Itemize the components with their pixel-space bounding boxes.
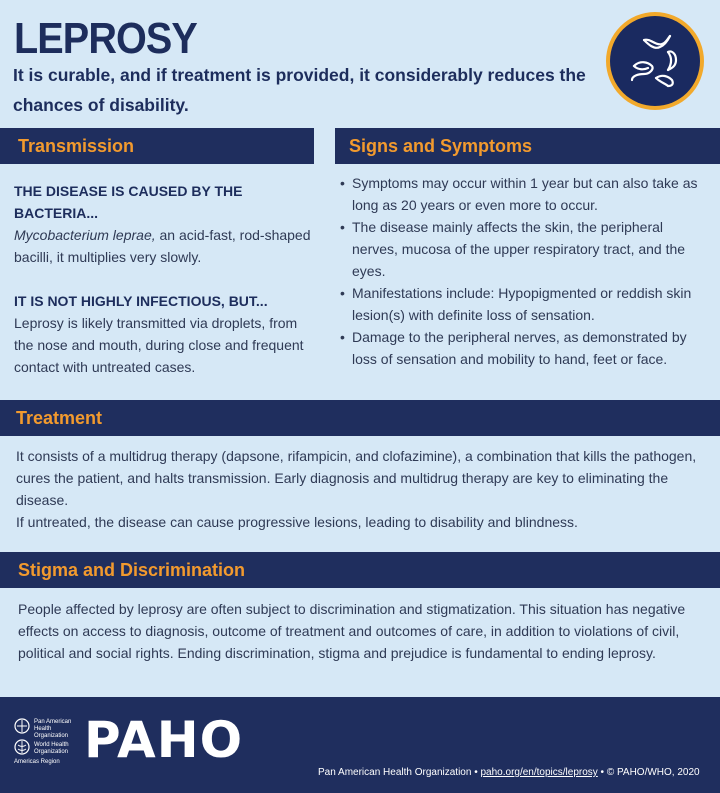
org-line: Health bbox=[34, 726, 52, 732]
treatment-paragraph-1: It consists of a multidrug therapy (dapsone, rifampicin, and clofazimine), a combination that kills the pathogen, cures the patient, and halts transmission. Early diagnosis and multidrug therapy are key to eliminating the disease. bbox=[16, 448, 697, 508]
credit-prefix: Pan American Health Organization • bbox=[318, 767, 481, 778]
page-title: LEPROSY bbox=[14, 14, 197, 63]
page-subtitle: It is curable, and if treatment is provided, it considerably reduces the chances of disability. bbox=[13, 65, 586, 115]
cause-heading: THE DISEASE IS CAUSED BY THE BACTERIA... bbox=[14, 183, 243, 221]
cause-paragraph bbox=[14, 224, 314, 268]
transmission-heading: Transmission bbox=[0, 128, 314, 164]
org-line: Pan American bbox=[34, 719, 72, 725]
paho-wordmark: PAHO bbox=[84, 711, 244, 769]
bacteria-logo bbox=[606, 12, 704, 110]
bacteria-name: Mycobacterium leprae, bbox=[14, 227, 156, 243]
paho-emblem-icon bbox=[14, 718, 30, 739]
infectious-text: Leprosy is likely transmitted via droplets, from the nose and mouth, during close and frequent contact with untreated cases. bbox=[14, 315, 304, 375]
list-item: • Manifestations include: Hypopigmented or reddish skin lesion(s) with definite loss of sensation. bbox=[340, 282, 700, 326]
org-line: Organization bbox=[34, 733, 69, 739]
list-item: • Damage to the peripheral nerves, as demonstrated by loss of sensation and mobility to hand, feet or face. bbox=[340, 326, 700, 370]
who-emblem-icon bbox=[14, 739, 30, 760]
paho-org-name bbox=[34, 719, 71, 740]
transmission-body bbox=[14, 180, 314, 378]
signs-heading: Signs and Symptoms bbox=[335, 128, 720, 164]
bacteria-icon bbox=[610, 16, 700, 106]
source-link[interactable]: paho.org/en/topics/leprosy bbox=[480, 767, 598, 778]
credit-suffix: • © PAHO/WHO, 2020 bbox=[597, 767, 700, 778]
infectious-heading: IT IS NOT HIGHLY INFECTIOUS, BUT... bbox=[14, 293, 268, 309]
org-line: Organization bbox=[34, 749, 69, 755]
org-line: World Health bbox=[34, 742, 69, 748]
stigma-heading: Stigma and Discrimination bbox=[0, 552, 720, 588]
treatment-heading: Treatment bbox=[0, 400, 720, 436]
treatment-body bbox=[16, 445, 706, 533]
footer-credit bbox=[318, 767, 700, 778]
stigma-body: People affected by leprosy are often subject to discrimination and stigmatization. This situation has negative effects on access to diagnosis, outcome of treatment and outcomes of care, in addition to violations of civil, political and social rights. Ending discrimination, stigma and prejudice is fundamental to ending leprosy. bbox=[18, 601, 686, 661]
cause-text: an acid-fast, rod-shaped bacilli, it multiplies very slowly. bbox=[14, 227, 311, 265]
who-org-name bbox=[34, 742, 69, 756]
signs-list bbox=[340, 172, 700, 370]
list-item: • Symptoms may occur within 1 year but can also take as long as 20 years or even more to occur. bbox=[340, 172, 700, 216]
region-label: Americas Region bbox=[14, 759, 60, 765]
treatment-paragraph-2: If untreated, the disease can cause progressive lesions, leading to disability and blindness. bbox=[16, 514, 578, 530]
list-item: • The disease mainly affects the skin, the peripheral nerves, mucosa of the upper respiratory tract, and the eyes. bbox=[340, 216, 700, 282]
